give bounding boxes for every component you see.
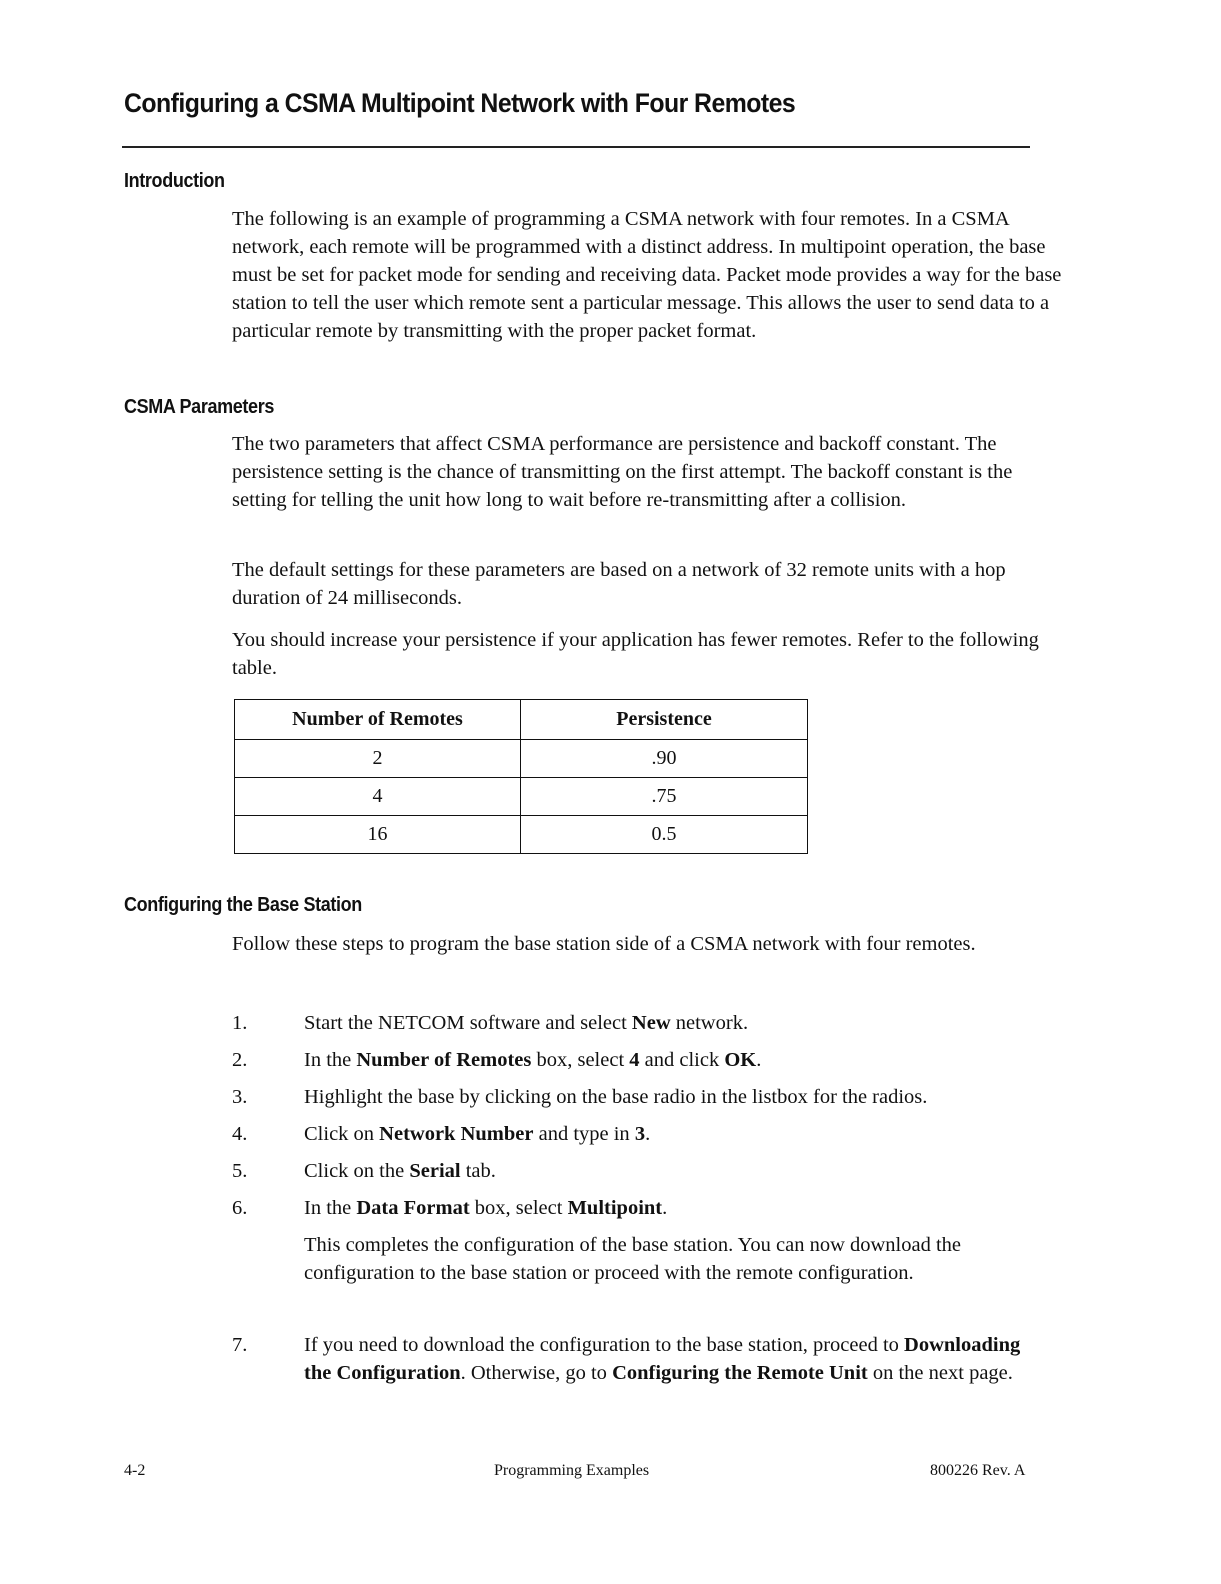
step-text-part: . Otherwise, go to — [460, 1362, 613, 1384]
step-text-part: In the — [304, 1049, 357, 1071]
step-bold-part: New — [631, 1012, 671, 1034]
step-text-part: . — [662, 1197, 668, 1219]
table-cell: .90 — [521, 740, 808, 778]
step-number: 7. — [232, 1334, 248, 1356]
base-station-intro: Follow these steps to program the base station side of a CSMA network with four remotes. — [232, 933, 976, 955]
persistence-table — [234, 699, 808, 854]
step-number: 3. — [232, 1086, 248, 1108]
table-row — [235, 778, 808, 816]
page-title: Configuring a CSMA Multipoint Network with Four Remotes — [124, 88, 796, 118]
step-bold-part: 4 — [629, 1049, 640, 1071]
step-bold-part: Data Format — [356, 1197, 470, 1219]
title-rule — [122, 146, 1030, 148]
step-number: 5. — [232, 1160, 248, 1182]
step-bold-part: Network Number — [379, 1123, 534, 1145]
step-text — [304, 1046, 1044, 1074]
step-text-part: . — [645, 1123, 651, 1145]
introduction-paragraph: The following is an example of programming a CSMA network with four remotes. In a CSMA network, each remote will be programmed with a distinct address. In multipoint operation, the base must be set for packet mode for sending and receiving data. Packet mode provides a way for the base station to tell the user which remote sent a particular message. This allows the user to send data to a particular remote by transmitting with the proper packet format. — [232, 208, 1062, 342]
step-text-part: and click — [639, 1049, 725, 1071]
table-header-cell: Persistence — [521, 700, 808, 740]
table-row — [235, 740, 808, 778]
table-cell: 4 — [235, 778, 521, 816]
footer-doc-revision: 800226 Rev. A — [930, 1462, 1026, 1479]
step-bold-part: OK — [724, 1049, 757, 1071]
step-bold-part: Downloading the Configuration — [304, 1334, 1021, 1384]
base-station-heading: Configuring the Base Station — [124, 894, 362, 916]
table-cell: 0.5 — [521, 816, 808, 854]
step-text-part: network. — [670, 1012, 749, 1034]
step-bold-part: 3 — [634, 1123, 646, 1145]
table-header-row — [235, 700, 808, 740]
step-text-part: box, select — [531, 1049, 630, 1071]
table-cell: 2 — [235, 740, 521, 778]
step-bold-part: Configuring the Remote Unit — [612, 1362, 868, 1384]
step-bold-part: Multipoint — [567, 1197, 663, 1219]
step-bold-part: Number of Remotes — [356, 1049, 532, 1071]
step-text — [304, 1120, 1044, 1148]
step-text — [304, 1009, 1044, 1037]
table-cell: .75 — [521, 778, 808, 816]
steps-list — [232, 1009, 1062, 1409]
step-text-part: In the — [304, 1197, 357, 1219]
step-text — [304, 1157, 1044, 1185]
step-number: 1. — [232, 1012, 248, 1034]
step-text-part: . — [756, 1049, 762, 1071]
step-number: 4. — [232, 1123, 248, 1145]
step-6-note: This completes the configuration of the base station. You can now download the configuration to the base station or proceed with the remote configuration. — [304, 1234, 962, 1284]
step-text-part: on the next page. — [867, 1362, 1013, 1384]
step-number: 2. — [232, 1049, 248, 1071]
csma-paragraph-2: The default settings for these parameters are based on a network of 32 remote units with a hop duration of 24 milliseconds. — [232, 559, 1006, 609]
step-text: Highlight the base by clicking on the base radio in the listbox for the radios. — [304, 1086, 928, 1108]
step-text-part: and type in — [533, 1123, 635, 1145]
step-text-part: If you need to download the configuration to the base station, proceed to — [304, 1334, 905, 1356]
step-number: 6. — [232, 1197, 248, 1219]
step-text-part: box, select — [469, 1197, 568, 1219]
step-bold-part: Serial — [409, 1160, 461, 1182]
table-row — [235, 816, 808, 854]
step-text — [304, 1331, 1044, 1387]
step-text — [304, 1194, 1044, 1222]
introduction-heading: Introduction — [124, 170, 225, 192]
table-cell: 16 — [235, 816, 521, 854]
table-header-cell: Number of Remotes — [235, 700, 521, 740]
step-text-part: Start the NETCOM software and select — [304, 1012, 632, 1034]
csma-paragraph-3: You should increase your persistence if your application has fewer remotes. Refer to the following table. — [232, 629, 1039, 679]
footer-page-number: 4-2 — [124, 1462, 146, 1479]
csma-parameters-heading: CSMA Parameters — [124, 396, 275, 418]
step-text-part: Click on — [304, 1123, 380, 1145]
footer-section-title: Programming Examples — [494, 1462, 650, 1479]
csma-paragraph-1: The two parameters that affect CSMA performance are persistence and backoff constant. The persistence setting is the chance of transmitting on the first attempt. The backoff constant is the setting for telling the unit how long to wait before re-transmitting after a collision. — [232, 433, 1013, 511]
step-text-part: tab. — [460, 1160, 496, 1182]
step-text-part: Click on the — [304, 1160, 410, 1182]
